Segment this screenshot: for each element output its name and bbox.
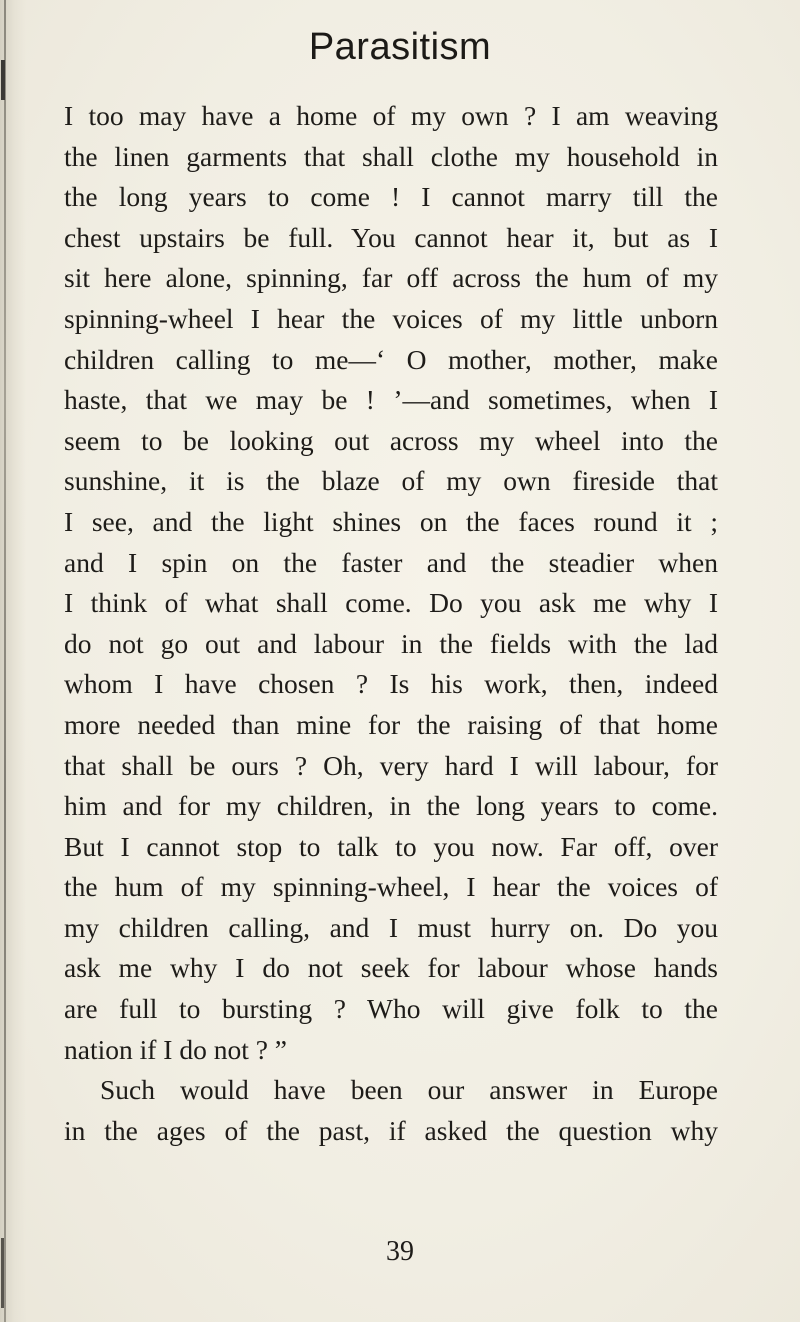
text-line: the long years to come ! I cannot marry till the — [64, 181, 718, 213]
text-line: sunshine, it is the blaze of my own fireside that — [64, 465, 718, 497]
text-line: ask me why I do not seek for labour whose hands — [64, 952, 718, 984]
text-line: my children calling, and I must hurry on. Do you — [64, 911, 718, 943]
binding-edge — [4, 0, 6, 1322]
text-line: do not go out and labour in the fields with the lad — [64, 627, 718, 659]
text-line-paragraph-end: nation if I do not ? ” — [64, 1033, 287, 1065]
text-line: seem to be looking out across my wheel into the — [64, 424, 718, 456]
text-line: are full to bursting ? Who will give folk to the — [64, 993, 718, 1025]
text-line: him and for my children, in the long years to come. — [64, 790, 718, 822]
text-line: the linen garments that shall clothe my household in — [64, 140, 718, 172]
text-line: that shall be ours ? Oh, very hard I will labour, for — [64, 749, 718, 781]
text-line: But I cannot stop to talk to you now. Far off, over — [64, 830, 718, 862]
page-number: 39 — [386, 1236, 414, 1267]
text-line: spinning-wheel I hear the voices of my little unborn — [64, 302, 718, 334]
text-line: whom I have chosen ? Is his work, then, indeed — [64, 668, 718, 700]
text-line: more needed than mine for the raising of that home — [64, 708, 718, 740]
text-line: chest upstairs be full. You cannot hear it, but as I — [64, 221, 718, 253]
text-line-paragraph-start: Such would have been our answer in Europe — [100, 1074, 718, 1106]
text-line: I too may have a home of my own ? I am weaving — [64, 100, 718, 131]
text-line: the hum of my spinning-wheel, I hear the voices of — [64, 871, 718, 903]
text-line: sit here alone, spinning, far off across the hum of my — [64, 262, 718, 294]
text-line: in the ages of the past, if asked the question why — [64, 1114, 718, 1146]
text-line: children calling to me—‘ O mother, mother, make — [64, 343, 718, 375]
text-line: I think of what shall come. Do you ask me why I — [64, 587, 718, 619]
text-line: and I spin on the faster and the steadier when — [64, 546, 718, 578]
text-line: haste, that we may be ! ’—and sometimes, when I — [64, 384, 718, 416]
body-text — [64, 96, 718, 1151]
text-line: I see, and the light shines on the faces round it ; — [64, 505, 718, 537]
running-head: Parasitism — [308, 26, 492, 68]
